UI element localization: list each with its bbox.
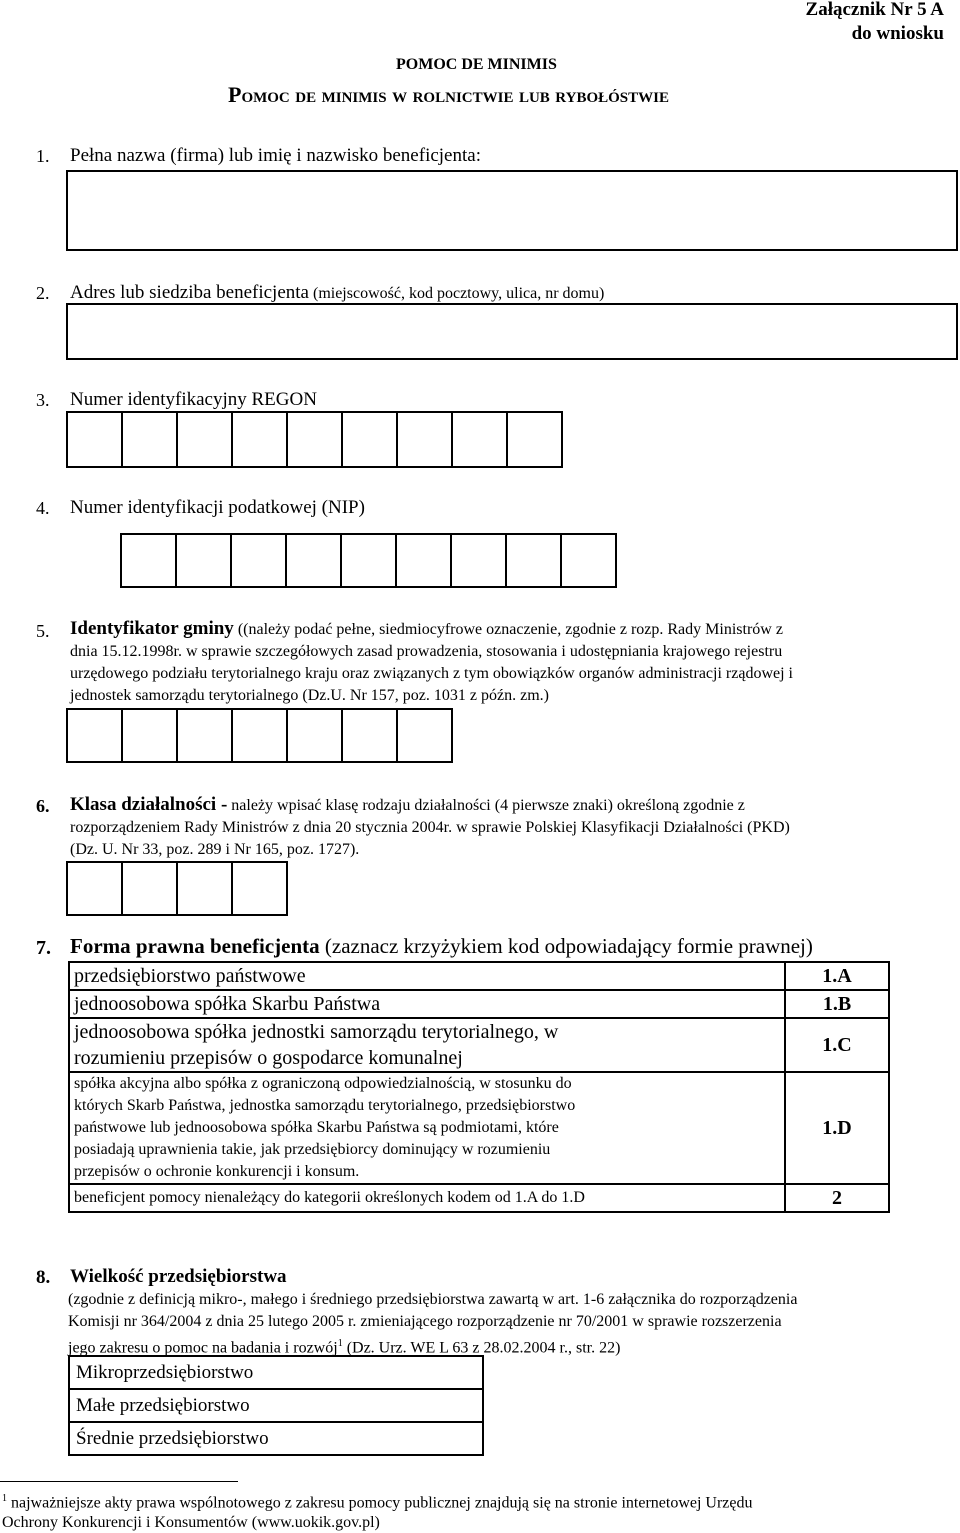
legal-form-label-line: których Skarb Państwa, jednostka samorządu terytorialnego, przedsiębiorstwo bbox=[74, 1097, 576, 1114]
legal-form-code[interactable]: 1.D bbox=[785, 1072, 889, 1184]
legal-form-code[interactable]: 1.C bbox=[785, 1018, 889, 1072]
legal-form-label-line: jednoosobowa spółka jednostki samorządu terytorialnego, w bbox=[74, 1021, 559, 1043]
company-size-label: Mikroprzedsiębiorstwo bbox=[69, 1356, 483, 1389]
company-size-row[interactable] bbox=[69, 1356, 483, 1389]
legal-form-code[interactable]: 1.B bbox=[785, 990, 889, 1018]
section7-hint: (zaznacz krzyżykiem kod odpowiadający formie prawnej) bbox=[324, 934, 813, 958]
nip-cell[interactable] bbox=[120, 533, 177, 588]
pkd-cell[interactable] bbox=[121, 861, 178, 916]
section3-number: 3. bbox=[36, 390, 50, 410]
section5-line1: ((należy podać pełne, siedmiocyfrowe oznaczenie, zgodnie z rozp. Rady Ministrów z bbox=[237, 621, 783, 638]
footnote-line2: Ochrony Konkurencji i Konsumentów (www.uokik.gov.pl) bbox=[2, 1514, 380, 1532]
legal-form-table bbox=[68, 961, 890, 1213]
legal-form-row bbox=[69, 1072, 889, 1184]
legal-form-row bbox=[69, 1018, 889, 1072]
nip-cell[interactable] bbox=[505, 533, 562, 588]
section6-line3: (Dz. U. Nr 33, poz. 289 i Nr 165, poz. 1727). bbox=[70, 841, 360, 858]
footnote-line1: najważniejsze akty prawa wspólnotowego z zakresu pomocy publicznej znajdują się na stronie internetowej Urzędu bbox=[7, 1494, 753, 1512]
regon-cell[interactable] bbox=[286, 411, 343, 468]
regon-cell[interactable] bbox=[341, 411, 398, 468]
legal-form-label-line: przepisów o ochronie konkurencji i konsum. bbox=[74, 1163, 360, 1180]
nip-cell[interactable] bbox=[175, 533, 232, 588]
title-secondary: Pomoc de minimis w rolnictwie lub rybołóstwie bbox=[228, 82, 669, 107]
section2-hint: (miejscowość, kod pocztowy, ulica, nr domu) bbox=[312, 285, 605, 302]
pkd-cell[interactable] bbox=[66, 861, 123, 916]
legal-form-label-line: spółka akcyjna albo spółka z ograniczoną odpowiedzialnością, w stosunku do bbox=[74, 1075, 572, 1092]
section6-line1: należy wpisać klasę rodzaju działalności (4 pierwsze znaki) określoną zgodnie z bbox=[231, 797, 745, 814]
municipality-id-cell[interactable] bbox=[396, 708, 453, 763]
footnote-mark: 1 bbox=[2, 1493, 7, 1504]
section5-line4: jednostek samorządu terytorialnego (Dz.U. Nr 157, poz. 1031 z późn. zm.) bbox=[70, 687, 549, 704]
section5-number: 5. bbox=[36, 621, 50, 641]
municipality-id-cell[interactable] bbox=[66, 708, 123, 763]
regon-cell[interactable] bbox=[66, 411, 123, 468]
regon-cells bbox=[66, 411, 563, 468]
section1-title: Pełna nazwa (firma) lub imię i nazwisko beneficjenta: bbox=[70, 145, 481, 166]
footnote-rule bbox=[0, 1481, 238, 1482]
section6-number: 6. bbox=[36, 796, 50, 816]
section8-line3b: (Dz. Urz. WE L 63 z 28.02.2004 r., str. 22) bbox=[342, 1339, 621, 1357]
regon-cell[interactable] bbox=[506, 411, 563, 468]
regon-cell[interactable] bbox=[121, 411, 178, 468]
section8-line2: Komisji nr 364/2004 z dnia 25 lutego 2005 r. zmieniającego rozporządzenie nr 70/2001 w sprawie rozszerzenia bbox=[68, 1313, 782, 1330]
company-size-row[interactable] bbox=[69, 1389, 483, 1422]
nip-cell[interactable] bbox=[450, 533, 507, 588]
beneficiary-address-field[interactable] bbox=[66, 303, 958, 360]
section4-title: Numer identyfikacji podatkowej (NIP) bbox=[70, 497, 365, 518]
section7-heading bbox=[70, 934, 813, 959]
section7-title: Forma prawna beneficjenta bbox=[70, 934, 320, 958]
municipality-id-cell[interactable] bbox=[176, 708, 233, 763]
municipality-id-cells bbox=[66, 708, 453, 763]
legal-form-label: przedsiębiorstwo państwowe bbox=[69, 962, 785, 990]
section6-text bbox=[70, 794, 954, 861]
section5-title: Identyfikator gminy bbox=[70, 618, 234, 639]
company-size-table bbox=[68, 1355, 484, 1456]
attachment-label bbox=[806, 0, 944, 46]
regon-cell[interactable] bbox=[396, 411, 453, 468]
legal-form-label-line: rozumieniu przepisów o gospodarce komunalnej bbox=[74, 1047, 463, 1069]
legal-form-label bbox=[69, 1072, 785, 1184]
section2-heading bbox=[70, 282, 604, 304]
title-primary: POMOC DE MINIMIS bbox=[396, 56, 557, 73]
company-size-row[interactable] bbox=[69, 1422, 483, 1455]
legal-form-label-line: posiadają uprawnienia takie, jak przedsiębiorcy dominujący w rozumieniu bbox=[74, 1141, 551, 1158]
legal-form-row bbox=[69, 1184, 889, 1212]
legal-form-row bbox=[69, 990, 889, 1018]
nip-cells bbox=[120, 533, 617, 588]
section2-title: Adres lub siedziba beneficjenta bbox=[70, 282, 309, 303]
section6-line2: rozporządzeniem Rady Ministrów z dnia 20 stycznia 2004r. w sprawie Polskiej Klasyfikacji Działalności (PKD) bbox=[70, 819, 790, 836]
beneficiary-name-field[interactable] bbox=[66, 170, 958, 251]
section3-title: Numer identyfikacyjny REGON bbox=[70, 389, 317, 410]
section8-line1: (zgodnie z definicją mikro-, małego i średniego przedsiębiorstwa zawartą w art. 1-6 załącznika do rozporządzenia bbox=[68, 1291, 798, 1308]
legal-form-row bbox=[69, 962, 889, 990]
footnote bbox=[2, 1489, 952, 1533]
nip-cell[interactable] bbox=[560, 533, 617, 588]
section8-line3a: jego zakresu o pomoc na badania i rozwój bbox=[68, 1339, 338, 1357]
municipality-id-cell[interactable] bbox=[341, 708, 398, 763]
section8-title: Wielkość przedsiębiorstwa bbox=[70, 1266, 287, 1287]
municipality-id-cell[interactable] bbox=[286, 708, 343, 763]
section5-line3: urzędowego podziału terytorialnego kraju oraz związanych z tym obowiązków organów administracji rządowej i bbox=[70, 665, 793, 682]
municipality-id-cell[interactable] bbox=[231, 708, 288, 763]
section6-title: Klasa działalności - bbox=[70, 794, 228, 815]
company-size-label: Małe przedsiębiorstwo bbox=[69, 1389, 483, 1422]
attachment-line1: Załącznik Nr 5 A bbox=[805, 0, 944, 20]
municipality-id-cell[interactable] bbox=[121, 708, 178, 763]
nip-cell[interactable] bbox=[230, 533, 287, 588]
legal-form-label: beneficjent pomocy nienależący do kategorii określonych kodem od 1.A do 1.D bbox=[69, 1184, 785, 1212]
section7-number: 7. bbox=[36, 937, 51, 959]
legal-form-label bbox=[69, 1018, 785, 1072]
section4-number: 4. bbox=[36, 498, 50, 518]
regon-cell[interactable] bbox=[231, 411, 288, 468]
attachment-line2: do wniosku bbox=[851, 23, 944, 44]
section8-description bbox=[68, 1289, 954, 1359]
nip-cell[interactable] bbox=[285, 533, 342, 588]
pkd-cell[interactable] bbox=[231, 861, 288, 916]
regon-cell[interactable] bbox=[176, 411, 233, 468]
legal-form-code[interactable]: 1.A bbox=[785, 962, 889, 990]
regon-cell[interactable] bbox=[451, 411, 508, 468]
legal-form-label-line: państwowe lub jednoosobowa spółka Skarbu Państwa są podmiotami, które bbox=[74, 1119, 559, 1136]
section1-number: 1. bbox=[36, 146, 50, 166]
section5-line2: dnia 15.12.1998r. w sprawie szczegółowych zasad prowadzenia, stosowania i udostępniania krajowego rejestru bbox=[70, 643, 783, 660]
pkd-cell[interactable] bbox=[176, 861, 233, 916]
legal-form-code[interactable]: 2 bbox=[785, 1184, 889, 1212]
pkd-cells bbox=[66, 861, 288, 916]
section5-text bbox=[70, 618, 954, 707]
legal-form-label: jednoosobowa spółka Skarbu Państwa bbox=[69, 990, 785, 1018]
nip-cell[interactable] bbox=[395, 533, 452, 588]
section2-number: 2. bbox=[36, 283, 50, 303]
company-size-label: Średnie przedsiębiorstwo bbox=[69, 1422, 483, 1455]
footnote-ref: 1 bbox=[337, 1338, 343, 1349]
nip-cell[interactable] bbox=[340, 533, 397, 588]
section8-number: 8. bbox=[36, 1267, 51, 1288]
